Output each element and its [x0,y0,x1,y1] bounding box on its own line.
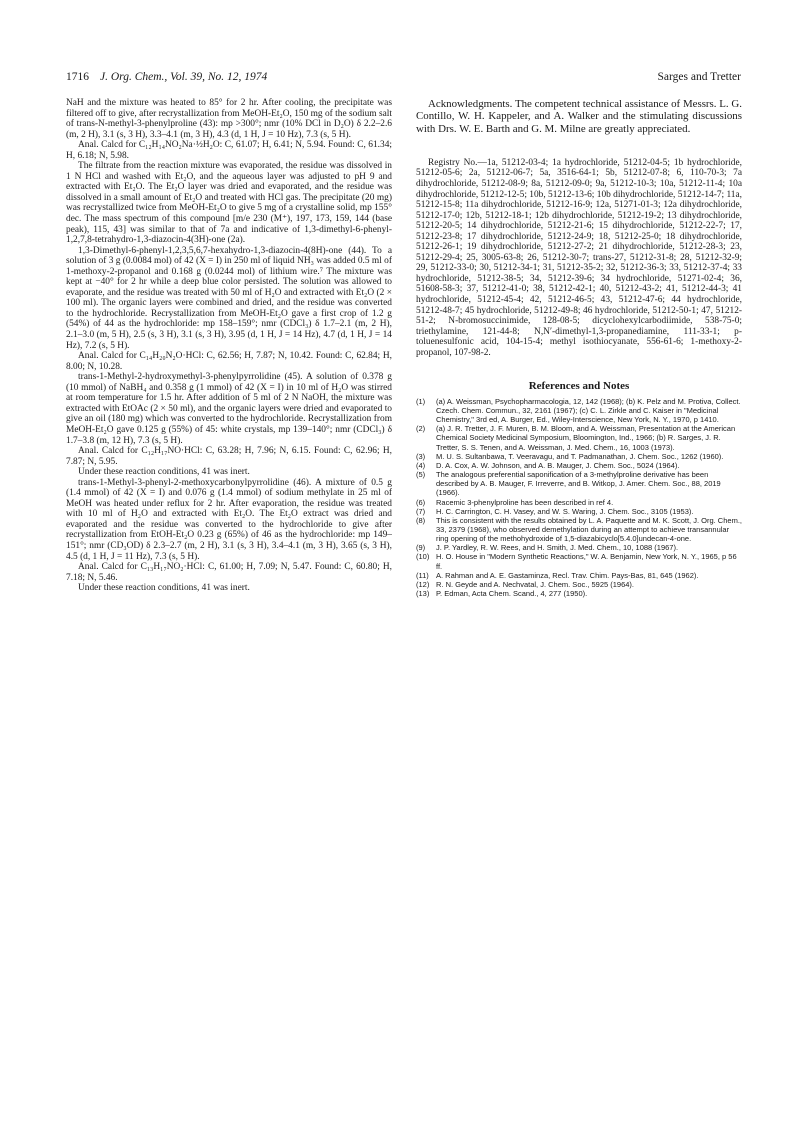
acknowledgments: Acknowledgments. The competent technical assistance of Messrs. L. G. Contillo, W. H. Kappeler, and A. Walker and the stimulating discussions with Drs. W. E. Barth and G. M. Milne are greatly appreciated. [416,98,742,135]
paragraph: The filtrate from the reaction mixture was evaporated, the residue was dissolved in 1 N HCl and washed with Et₂O, and the aqueous layer was adjusted to pH 9 and extracted with Et₂O. The Et₂O layer was dried and evaporated, and the residue was dissolved in a small amount of Et₂O and treated with HCl gas. The precipitate (20 mg) was recrystallized twice from MeOH-Et₂O to give 5 mg of a crystalline solid, mp 155° dec. The mass spectrum of this compound [m/e 230 (M⁺), 197, 173, 159, 144 (base peak), 115, 43] was similar to that of 7a and indicative of 1,3-dimethyl-6-phenyl-1,2,7,8-tetrahydro-1,3-diazocin-4(3H)-one (2a). [66,161,392,246]
reference-item [416,580,742,589]
reference-item [416,516,742,543]
paragraph: NaH and the mixture was heated to 85° for 2 hr. After cooling, the precipitate was filtered off to give, after recrystallization from MeOH-Et₂O, 150 mg of the sodium salt of trans-N-methyl-3-phenylproline (43): mp >300°; nmr (10% DCl in D₂O) δ 2.2–2.6 (m, 2 H), 3.1 (s, 3 H), 3.3–4.1 (m, 3 H), 4.3 (d, 1 H, J = 10 Hz), 7.3 (s, 5 H). [66,98,392,140]
left-column [66,98,392,594]
reference-text: D. A. Cox, A. W. Johnson, and A. B. Mauger, J. Chem. Soc., 5024 (1964). [436,460,680,470]
reference-item [416,461,742,470]
reference-number: (11) [416,570,429,580]
reference-text: (a) J. R. Tretter, J. F. Muren, B. M. Bloom, and A. Weissman, Presentation at the American Chemical Society Medicinal Symposium, Bloomington, Ind., 1966; (b) R. Sarges, J. R. Tretter, S. S. Tenen, and A. Weissman, J. Med. Chem., 16, 1003 (1973). [436,424,736,452]
reference-number: (1) [416,396,426,406]
paragraph: trans-1-Methyl-3-phenyl-2-methoxycarbonylpyrrolidine (46). A mixture of 0.5 g (1.4 mmol) of 42 (X = I) and 0.076 g (1.4 mmol) of sodium methylate in 25 ml of MeOH was heated under reflux for 2 hr. After evaporation, the residue was treated with 10 ml of H₂O and extracted with Et₂O. The Et₂O extract was dried and evaporated and the residue was converted to the hydrochloride to give after recrystallization from EtOH-Et₂O 0.23 g (65%) of 46 as the hydrochloride: mp 149–151°; nmr (CD₃OD) δ 2.3–2.7 (m, 2 H), 3.1 (s, 3 H), 3.4–4.1 (m, 3 H), 3.65 (s, 3 H), 4.5 (d, 1 H, J = 11 Hz), 7.3 (s, 5 H). [66,477,392,562]
running-authors: Sarges and Tretter [657,71,741,83]
reference-text: R. N. Geyde and A. Nechvatal, J. Chem. Soc., 5925 (1964). [436,579,635,589]
reference-text: J. P. Yardley, R. W. Rees, and H. Smith, J. Med. Chem., 10, 1088 (1967). [436,543,679,553]
reference-number: (13) [416,589,430,599]
reference-item [416,470,742,497]
reference-item [416,571,742,580]
registry-numbers: Registry No.—1a, 51212-03-4; 1a hydrochloride, 51212-04-5; 1b hydrochloride, 51212-05-6; 2a, 51212-06-7; 5a, 3516-64-1; 5b, 51212-07-8; 6, 110-70-3; 7a dihydrochloride, 51212-08-9; 8a, 51212-09-0; 9a, 51212-10-3; 10a, 51212-11-4; 10a dihydrochloride, 51212-12-5; 10b, 51212-13-6; 10b dihydrochloride, 51212-14-7; 11a, 51212-15-8; 11a dihydrochloride, 51212-16-9; 12a, 51271-01-3; 12a dihydrochloride, 51212-17-0; 12b, 51212-18-1; 12b dihydrochloride, 51212-19-2; 13 dihydrochloride, 51212-20-5; 14 dihydrochloride, 51212-21-6; 15 dihydrochloride, 51212-22-7; 17, 51212-23-8; 17 dihydrochloride, 51212-24-9; 18, 51212-25-0; 18 dihydrochloride, 51212-26-1; 19 dihydrochloride, 51212-27-2; 21 dihydrochloride, 51212-28-3; 23, 51212-29-4; 25, 3005-63-8; 26, 51212-30-7; trans-27, 51212-31-8; 28, 51212-32-9; 29, 51212-33-0; 30, 51212-34-1; 31, 51212-35-2; 32, 51212-36-3; 33, 51212-37-4; 33 hydrochloride, 51212-38-5; 34, 51212-39-6; 34 hydrochloride, 51271-02-4; 36, 51608-58-3; 37, 51212-41-0; 38, 51212-42-1; 40, 51212-43-2; 41, 51212-44-3; 41 hydrochloride, 51212-45-4; 42, 51212-46-5; 43, 51212-47-6; 44 hydrochloride, 51212-48-7; 45 hydrochloride, 51212-49-8; 46 hydrochloride, 51212-50-1; 47, 51212-51-2; N-bromosuccinimide, 128-08-5; dicyclohexylcarbodiimide, 538-75-0; triethylamine, 121-44-8; N,N′-dimethyl-1,3-propanediamine, 111-33-1; p-toluenesulfonic acid, 104-15-4; methyl isothiocyanate, 556-61-6; 1-methoxy-2-propanol, 107-98-2. [416,157,742,358]
analysis-paragraph: Anal. Calcd for C₁₂H₁₄NO₂Na·½H₂O: C, 61.07; H, 6.41; N, 5.94. Found: C, 61.34; H, 6.18; N, 5.98. [66,140,392,161]
reference-number: (5) [416,470,426,480]
reference-number: (3) [416,451,426,461]
reference-text: The analogous preferential saponification of a 3-methylproline derivative has been described by A. B. Mauger, F. Irreverre, and B. Witkop, J. Amer. Chem. Soc., 88, 2019 (1966). [436,470,721,498]
page-number: 1716 [66,71,89,83]
reference-number: (8) [416,515,426,525]
reference-item [416,397,742,424]
reference-item [416,424,742,451]
reference-text: (a) A. Weissman, Psychopharmacologia, 12, 142 (1968); (b) K. Pelz and M. Protiva, Collect. Czech. Chem. Commun., 32, 2161 (1967); (c) C. L. Zirkle and C. Kaiser in "Medicinal Chemistry," 3rd ed, A. Burger, Ed., Wiley-Interscience, New York, N. Y., 1970, p 1410. [436,396,741,425]
reference-text: Racemic 3-phenylproline has been described in ref 4. [436,497,614,507]
reference-number: (9) [416,543,426,553]
reference-number: (4) [416,460,426,470]
reference-item [416,589,742,598]
references-list [416,397,742,598]
page-header [66,71,741,87]
reference-text: H. O. House in "Modern Synthetic Reactions," W. A. Benjamin, New York, N. Y., 1965, p 56 ff. [436,552,737,571]
paragraph: Under these reaction conditions, 41 was inert. [78,583,250,594]
reference-item [416,498,742,507]
reference-number: (6) [416,497,426,507]
reference-number: (10) [416,552,430,562]
journal-citation: J. Org. Chem., Vol. 39, No. 12, 1974 [100,71,268,83]
reference-text: M. U. S. Sultanbawa, T. Veeravagu, and T. Padmanathan, J. Chem. Soc., 1262 (1960). [436,451,724,461]
reference-text: This is consistent with the results obtained by L. A. Paquette and M. K. Scott, J. Org. Chem., 33, 2379 (1968), who observed demethylation during an attempt to achieve transannular ring opening of the methohydroxide of 1,5-diazabicyclo[5.4.0]undecan-4-one. [436,515,742,544]
reference-text: A. Rahman and A. E. Gastaminza, Recl. Trav. Chim. Pays-Bas, 81, 645 (1962). [436,570,699,580]
reference-number: (12) [416,579,430,589]
analysis-paragraph: Anal. Calcd for C₁₂H₁₇NO·HCl: C, 63.28; H, 7.96; N, 6.15. Found: C, 62.96; H, 7.87; N, 5.95. [66,446,392,467]
right-column [416,98,742,598]
reference-text: H. C. Carrington, C. H. Vasey, and W. S. Waring, J. Chem. Soc., 3105 (1953). [436,506,694,516]
references-heading: References and Notes [528,380,630,393]
reference-item [416,543,742,552]
reference-item [416,452,742,461]
reference-number: (2) [416,424,426,434]
paragraph: trans-1-Methyl-2-hydroxymethyl-3-phenylpyrrolidine (45). A solution of 0.378 g (10 mmol) of NaBH₄ and 0.358 g (1 mmol) of 42 (X = I) in 10 ml of H₂O was stirred at room temperature for 1.5 hr. After addition of 5 ml of 2 N NaOH, the mixture was extracted with EtOAc (2 × 50 ml), and the organic layers were dried and evaporated to give an oil (180 mg) which was converted to the hydrochloride. Recrystallization from MeOH-Et₂O gave 0.125 g (55%) of 45: white crystals, mp 139–140°; nmr (CDCl₃) δ 1.7–3.8 (m, 12 H), 7.3 (s, 5 H). [66,372,392,446]
paragraph: 1,3-Dimethyl-6-phenyl-1,2,3,5,6,7-hexahydro-1,3-diazocin-4(8H)-one (44). To a solution of 3 g (0.0084 mol) of 42 (X = I) in 250 ml of liquid NH₃ was added 0.5 ml of 1-methoxy-2-propanol and 0.168 g (0.0244 mol) of lithium wire.⁷ The mixture was kept at −40° for 2 hr while a deep blue color persisted. The solution was allowed to evaporate, and the residue was treated with 50 ml of H₂O and extracted with Et₂O (2 × 100 ml). The organic layers were combined and dried, and the residue was converted to the hydrochloride. Recrystallization from MeOH-Et₂O gave a first crop of 1.2 g (54%) of 44 as the hydrochloride: mp 158–159°; nmr (CDCl₃) δ 1.7–2.1 (m, 2 H), 2.1–3.0 (m, 5 H), 2.5 (s, 3 H), 3.1 (s, 3 H), 3.95 (d, 1 H, J = 14 Hz), 4.7 (d, 1 H, J = 14 Hz), 7.2 (s, 5 H). [66,245,392,351]
reference-item [416,507,742,516]
reference-item [416,552,742,570]
analysis-paragraph: Anal. Calcd for C₁₃H₁₇NO₂·HCl: C, 61.00; H, 7.09; N, 5.47. Found: C, 60.80; H, 7.18; N, 5.46. [66,562,392,583]
reference-text: P. Edman, Acta Chem. Scand., 4, 277 (1950). [436,589,588,599]
analysis-paragraph: Anal. Calcd for C₁₄H₂₀N₂O·HCl: C, 62.56; H, 7.87; N, 10.42. Found: C, 62.84; H, 8.00; N, 10.28. [66,351,392,372]
reference-number: (7) [416,506,426,516]
paragraph: Under these reaction conditions, 41 was inert. [78,467,250,478]
